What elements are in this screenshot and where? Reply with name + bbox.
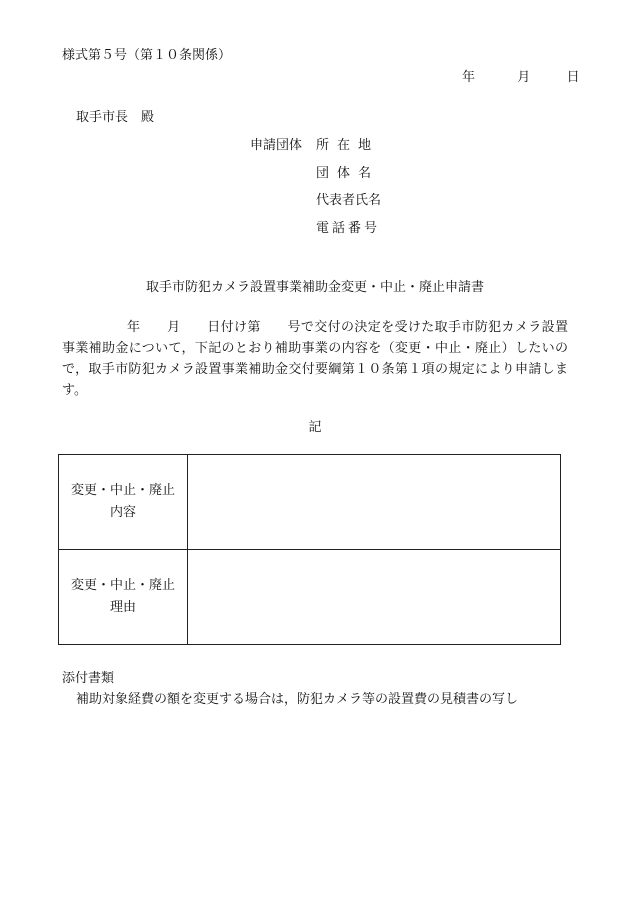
body-paragraph: 年 月 日付け第 号で交付の決定を受けた取手市防犯カメラ設置事業補助金について，下記のとおり補助事業の内容を（変更・中止・廃止）したいので，取手市防犯カメラ設置事業補助金交付要綱第１０条第１項の規定により申請します。 (62, 320, 568, 398)
row-label-line1: 変更・中止・廃止 (70, 483, 175, 498)
applicant-group-label: 申請団体 (250, 138, 303, 153)
content-value-cell[interactable] (188, 455, 561, 550)
applicant-phone-label: 電話番号 (316, 221, 381, 236)
attachments-heading: 添付書類 (62, 671, 115, 686)
attachments-item: 補助対象経費の額を変更する場合は，防犯カメラ等の設置費の見積書の写し (76, 692, 519, 707)
date-year-label: 年 (462, 70, 476, 85)
applicant-name-label: 団体名 (316, 166, 380, 181)
row-label-reason (59, 550, 188, 645)
row-label-content (59, 455, 188, 550)
applicant-address-label: 所在地 (316, 138, 380, 153)
reason-value-cell[interactable] (188, 550, 561, 645)
date-line (462, 66, 580, 85)
date-day-label: 日 (566, 70, 580, 85)
change-table (58, 454, 561, 645)
ki-heading: 記 (308, 420, 322, 435)
document-title: 取手市防犯カメラ設置事業補助金変更・中止・廃止申請書 (145, 280, 484, 295)
table-row (59, 455, 561, 550)
addressee: 取手市長 殿 (76, 110, 155, 125)
row-label-line1: 変更・中止・廃止 (70, 578, 175, 593)
date-month-label: 月 (517, 70, 531, 85)
row-label-line2: 内容 (109, 505, 136, 520)
table-row (59, 550, 561, 645)
row-label-line2: 理由 (109, 600, 136, 615)
form-number: 様式第５号（第１０条関係） (62, 48, 232, 63)
applicant-representative-label: 代表者氏名 (316, 193, 382, 208)
